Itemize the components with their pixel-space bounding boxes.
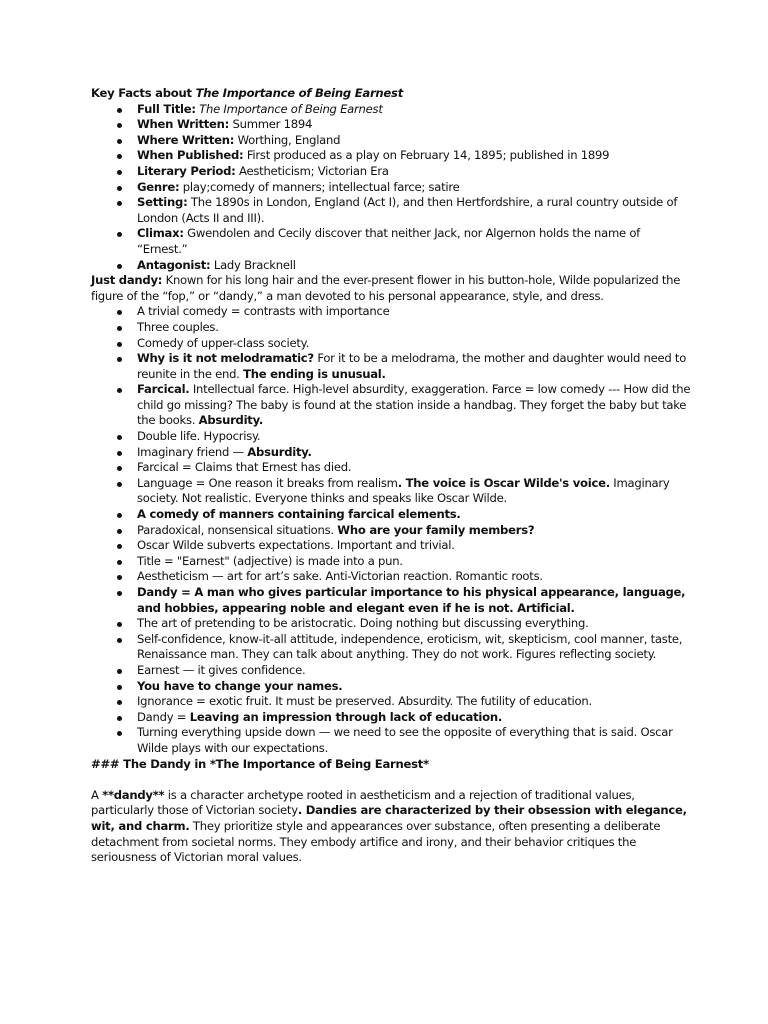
list-item: Title = "Earnest" (adjective) is made into a pun. bbox=[137, 554, 691, 570]
section-heading: ### The Dandy in *The Importance of Being Earnest* bbox=[91, 756, 429, 771]
key-facts-work-title: The Importance of Being Earnest bbox=[195, 86, 403, 100]
document-body bbox=[91, 86, 691, 866]
list-item: Language = One reason it breaks from realism. The voice is Oscar Wilde's voice. Imaginary society. Not realistic. Everyone thinks and speaks like Oscar Wilde. bbox=[137, 476, 691, 507]
list-item: You have to change your names. bbox=[137, 679, 691, 695]
list-item: A trivial comedy = contrasts with importance bbox=[137, 304, 691, 320]
list-item: Literary Period: Aestheticism; Victorian Era bbox=[137, 164, 691, 180]
list-item: A comedy of manners containing farcical elements. bbox=[137, 507, 691, 523]
list-item: Paradoxical, nonsensical situations. Who are your family members? bbox=[137, 523, 691, 539]
list-item: Setting: The 1890s in London, England (Act I), and then Hertfordshire, a rural country outside of London (Acts II and III). bbox=[137, 195, 691, 226]
list-item: Antagonist: Lady Bracknell bbox=[137, 258, 691, 274]
list-item: Genre: play;comedy of manners; intellectual farce; satire bbox=[137, 180, 691, 196]
list-item: Full Title: The Importance of Being Earnest bbox=[137, 102, 691, 118]
list-item: Where Written: Worthing, England bbox=[137, 133, 691, 149]
list-item: Dandy = Leaving an impression through lack of education. bbox=[137, 710, 691, 726]
list-item: Oscar Wilde subverts expectations. Important and trivial. bbox=[137, 538, 691, 554]
list-item: When Written: Summer 1894 bbox=[137, 117, 691, 133]
list-item: Imaginary friend — Absurdity. bbox=[137, 445, 691, 461]
list-item: Ignorance = exotic fruit. It must be preserved. Absurdity. The futility of education. bbox=[137, 694, 691, 710]
list-item: The art of pretending to be aristocratic. Doing nothing but discussing everything. bbox=[137, 616, 691, 632]
list-item: Double life. Hypocrisy. bbox=[137, 429, 691, 445]
list-item: Dandy = A man who gives particular importance to his physical appearance, language, and hobbies, appearing noble and elegant even if he is not. Artificial. bbox=[137, 585, 691, 616]
lecture-notes-list bbox=[91, 304, 691, 756]
list-item: Earnest — it gives confidence. bbox=[137, 663, 691, 679]
list-item: Comedy of upper-class society. bbox=[137, 336, 691, 352]
list-item: Farcical. Intellectual farce. High-level absurdity, exaggeration. Farce = low comedy --- How did the child go missing? The baby is found at the station inside a handbag. They forget the baby but take the books. Absurdity. bbox=[137, 382, 691, 428]
list-item: Three couples. bbox=[137, 320, 691, 336]
dandy-intro-paragraph: Just dandy: Known for his long hair and the ever-present flower in his button-hole, Wilde popularized the figure of the “fop,” or “dandy,” a man devoted to his personal appearance, style, and dress. bbox=[91, 273, 681, 303]
key-facts-heading: Key Facts about The Importance of Being Earnest bbox=[91, 86, 403, 100]
list-item: Climax: Gwendolen and Cecily discover that neither Jack, nor Algernon holds the name of “Ernest.” bbox=[137, 226, 691, 257]
list-item: Aestheticism — art for art’s sake. Anti-Victorian reaction. Romantic roots. bbox=[137, 569, 691, 585]
closing-paragraph: A **dandy** is a character archetype rooted in aestheticism and a rejection of traditional values, particularly those of Victorian society. Dandies are characterized by their obsession with elegance, wit, and charm. They prioritize style and appearances over substance, often presenting a deliberate detachment from societal norms. They embody artifice and irony, and their behavior critiques the seriousness of Victorian moral values. bbox=[91, 787, 687, 865]
list-item: When Published: First produced as a play on February 14, 1895; published in 1899 bbox=[137, 148, 691, 164]
list-item: Self-confidence, know-it-all attitude, independence, eroticism, wit, skepticism, cool manner, taste, Renaissance man. They can talk about anything. They do not work. Figures reflecting society. bbox=[137, 632, 691, 663]
list-item: Why is it not melodramatic? For it to be a melodrama, the mother and daughter would need to reunite in the end. The ending is unusual. bbox=[137, 351, 691, 382]
paragraph-spacer bbox=[91, 772, 691, 788]
list-item: Turning everything upside down — we need to see the opposite of everything that is said. Oscar Wilde plays with our expectations. bbox=[137, 725, 691, 756]
list-item: Farcical = Claims that Ernest has died. bbox=[137, 460, 691, 476]
key-facts-list bbox=[91, 102, 691, 274]
